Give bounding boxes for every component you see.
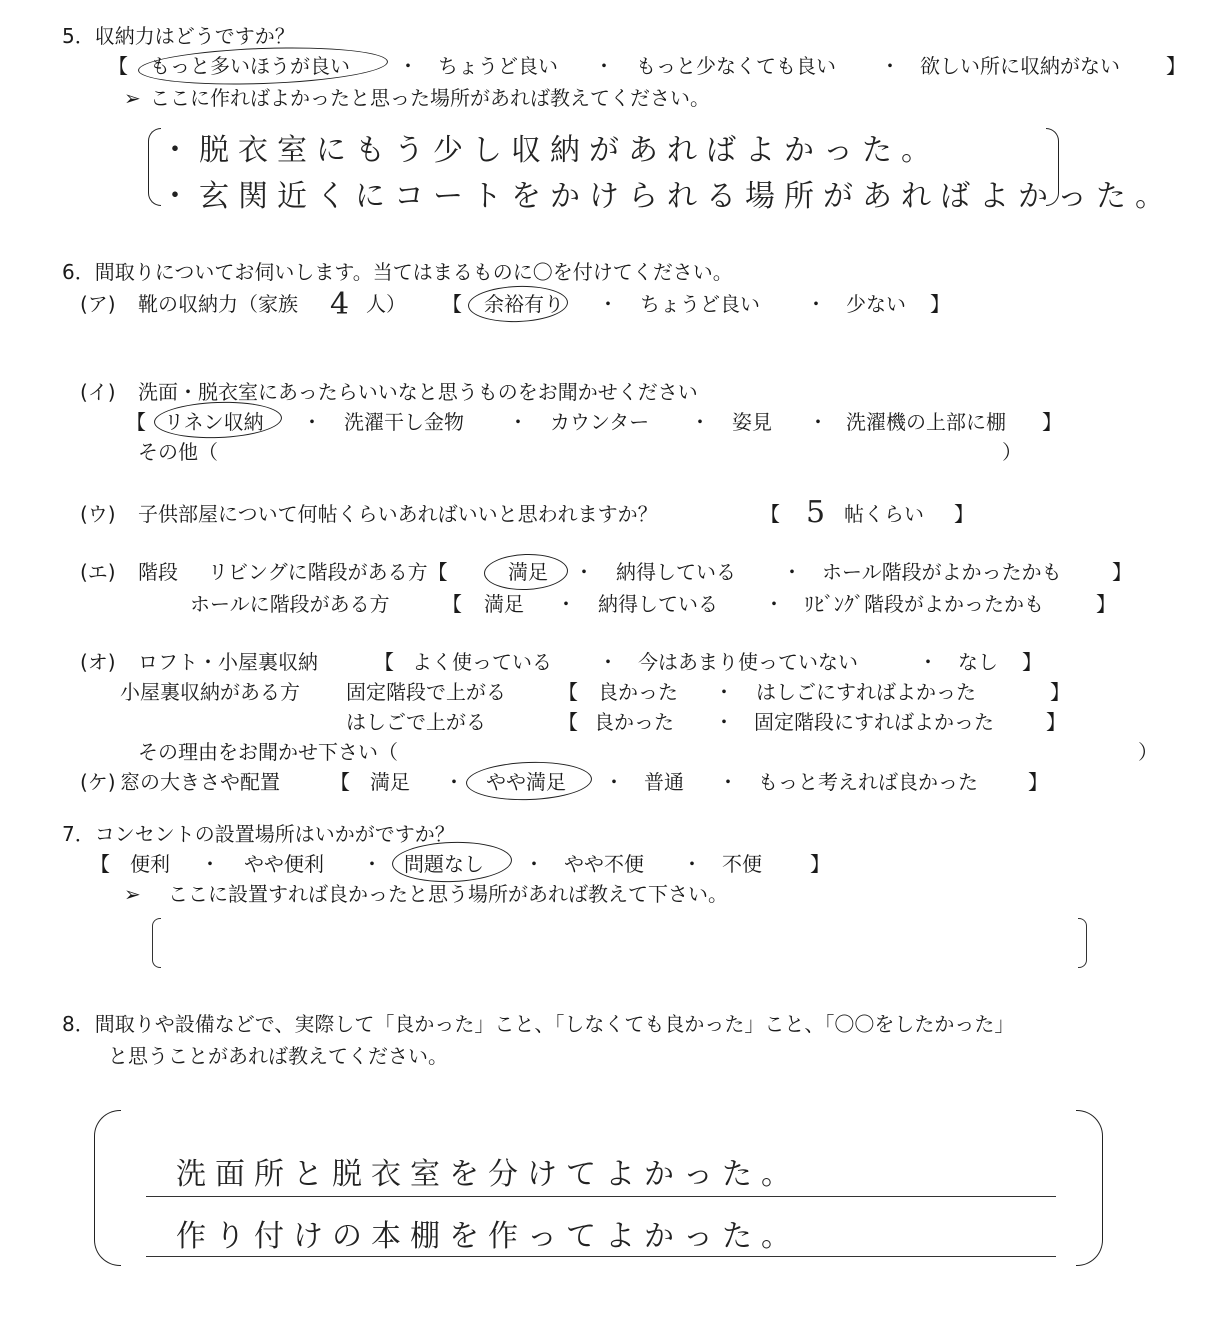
q7-option-convenient[interactable]: 便利 — [130, 852, 170, 876]
q6e-text: 階段 — [138, 560, 178, 584]
q6a-close-bracket: 】 — [930, 292, 950, 316]
q7-option-somewhat-inconvenient[interactable]: やや不便 — [564, 852, 644, 876]
q6o-ladder-option-good[interactable]: 良かった — [594, 710, 674, 734]
q8-answer-bracket-right — [1076, 1110, 1103, 1266]
q6e-selection-circle — [483, 553, 568, 592]
q7-sep-1: ・ — [200, 852, 220, 876]
q5-option-just-right[interactable]: ちょうど良い — [438, 54, 558, 78]
q6i-text: 洗面・脱衣室にあったらいいなと思うものをお聞かせください — [138, 380, 698, 404]
q6o-fixed-open: 【 — [558, 680, 578, 704]
q5-sep-1: ・ — [398, 54, 418, 78]
q6a-sep-1: ・ — [598, 292, 618, 316]
q6ke-sep-2: ・ — [604, 770, 624, 794]
q6e-row1-option-accept[interactable]: 納得している — [616, 560, 736, 584]
q6o-option-none[interactable]: なし — [958, 650, 998, 674]
q5-sep-2: ・ — [594, 54, 614, 78]
q6i-option-mirror[interactable]: 姿見 — [732, 410, 772, 434]
q6e-row1-sep-2: ・ — [782, 560, 802, 584]
q5-close-bracket: 】 — [1166, 54, 1186, 78]
q6e-row1-option-hall[interactable]: ホール階段がよかったかも — [822, 560, 1062, 584]
q6ke-sep-1: ・ — [444, 770, 464, 794]
q6-title: 6．間取りについてお伺いします。当てはまるものに〇を付けてください。 — [62, 260, 733, 284]
q6i-sep-1: ・ — [302, 410, 322, 434]
q5-option-less[interactable]: もっと少なくても良い — [636, 54, 836, 78]
q5-answer-2: ・玄関近くにコートをかけられる場所があればよかった。 — [160, 179, 1174, 214]
q5-title: 5．収納力はどうですか？ — [62, 24, 295, 48]
q6o-ladder: はしごで上がる — [346, 710, 486, 734]
q6a-text: 靴の収納力（家族 — [138, 292, 298, 316]
q6u-text: 子供部屋について何帖くらいあればいいと思われますか？ — [138, 502, 658, 526]
q6ke-open-bracket: 【 — [330, 770, 350, 794]
q6ke-close-bracket: 】 — [1028, 770, 1048, 794]
q6a-selection-circle — [467, 284, 568, 323]
q6u-close-bracket: 】 — [954, 502, 974, 526]
q6ke-option-somewhat[interactable]: やや満足 — [486, 770, 566, 794]
q6o-ladder-open: 【 — [558, 710, 578, 734]
q6i-open-bracket: 【 — [126, 410, 146, 434]
q6a-sep-2: ・ — [806, 292, 826, 316]
q6ke-selection-circle — [465, 760, 592, 802]
q6o-reason: その理由をお聞かせ下さい（ — [138, 740, 398, 764]
q6i-option-counter[interactable]: カウンター — [550, 410, 650, 434]
q7-prompt-marker: ➢ — [124, 882, 141, 906]
q6i-option-drying[interactable]: 洗濯干し金物 — [344, 410, 464, 434]
q8-answer-line-2 — [146, 1256, 1056, 1257]
q6e-row2-close: 】 — [1096, 592, 1116, 616]
q6o-fixed-option-good[interactable]: 良かった — [598, 680, 678, 704]
q6a-family-count: 4 — [330, 287, 359, 322]
q6o-fixed-sep: ・ — [714, 680, 734, 704]
q5-sep-3: ・ — [880, 54, 900, 78]
q6e-row2-option-satisfied[interactable]: 満足 — [484, 592, 524, 616]
q6o-reason-close: ） — [1138, 740, 1158, 764]
q8-title-2: と思うことがあれば教えてください。 — [108, 1044, 448, 1068]
q6a-label: (ア) — [80, 292, 116, 316]
q7-answer-bracket-right — [1078, 918, 1087, 968]
q7-option-somewhat-convenient[interactable]: やや便利 — [244, 852, 324, 876]
q6ke-label: (ケ) — [80, 770, 116, 794]
q6i-close-bracket: 】 — [1042, 410, 1062, 434]
q8-title: 8．間取りや設備などで、実際して「良かった」こと、「しなくても良かった」こと、「〇〇をしたかった」 — [62, 1012, 1015, 1036]
q6o-open-bracket: 【 — [374, 650, 394, 674]
q5-selection-circle — [137, 44, 388, 89]
q6o-text: ロフト・小屋裏収納 — [138, 650, 318, 674]
q6o-close-bracket: 】 — [1022, 650, 1042, 674]
q5-prompt-marker: ➢ — [124, 86, 141, 110]
q6ke-option-better[interactable]: もっと考えれば良かった — [758, 770, 978, 794]
q6o-option-often[interactable]: よく使っている — [412, 650, 552, 674]
q7-option-no-problem[interactable]: 問題なし — [404, 852, 484, 876]
q6e-row1-head: リビングに階段がある方【 — [208, 560, 448, 584]
q5-open-bracket: 【 — [108, 54, 128, 78]
q6o-ladder-option-fixed[interactable]: 固定階段にすればよかった — [754, 710, 994, 734]
q6e-row2-head: ホールに階段がある方 — [190, 592, 390, 616]
q6e-row2-open: 【 — [442, 592, 462, 616]
q6i-label: (イ) — [80, 380, 116, 404]
q6i-sep-2: ・ — [508, 410, 528, 434]
q5-prompt: ここに作ればよかったと思った場所があれば教えてください。 — [150, 86, 710, 110]
q7-option-inconvenient[interactable]: 不便 — [722, 852, 762, 876]
q6i-sep-4: ・ — [808, 410, 828, 434]
q6a-open-bracket: 【 — [442, 292, 462, 316]
q6e-row2-sep-1: ・ — [556, 592, 576, 616]
q6o-ladder-close: 】 — [1046, 710, 1066, 734]
q6o-label: (オ) — [80, 650, 116, 674]
q6u-answer: 5 — [806, 495, 835, 530]
q5-option-wanted[interactable]: 欲しい所に収納がない — [920, 54, 1120, 78]
q6o-fixed-close: 】 — [1050, 680, 1070, 704]
q5-option-more[interactable]: もっと多いほうが良い — [150, 54, 350, 78]
q7-sep-2: ・ — [362, 852, 382, 876]
q6ke-option-satisfied[interactable]: 満足 — [370, 770, 410, 794]
q8-answer-1: 洗面所と脱衣室を分けてよかった。 — [176, 1157, 800, 1192]
q6o-sep-2: ・ — [918, 650, 938, 674]
q6e-row2-option-living[interactable]: ﾘﾋﾞﾝｸﾞ階段がよかったかも — [804, 592, 1044, 616]
q6u-unit: 帖くらい — [844, 502, 924, 526]
q6e-row2-option-accept[interactable]: 納得している — [598, 592, 718, 616]
q6i-sep-3: ・ — [690, 410, 710, 434]
q6a-option-plenty[interactable]: 余裕有り — [484, 292, 564, 316]
q7-open-bracket: 【 — [90, 852, 110, 876]
q6e-row2-sep-2: ・ — [764, 592, 784, 616]
q6u-open-bracket: 【 — [760, 502, 780, 526]
q7-close-bracket: 】 — [810, 852, 830, 876]
q6i-selection-circle — [153, 400, 282, 440]
q6o-sub-head: 小屋裏収納がある方 — [120, 680, 300, 704]
q6ke-option-normal[interactable]: 普通 — [644, 770, 684, 794]
q6o-option-rarely[interactable]: 今はあまり使っていない — [638, 650, 858, 674]
q6o-ladder-sep: ・ — [714, 710, 734, 734]
q7-sep-4: ・ — [682, 852, 702, 876]
q6e-row1-close: 】 — [1112, 560, 1132, 584]
q8-answer-line-1 — [146, 1196, 1056, 1197]
q7-answer-bracket-left — [152, 918, 161, 968]
q6ke-sep-3: ・ — [718, 770, 738, 794]
q6e-row1-option-satisfied[interactable]: 満足 — [508, 560, 548, 584]
q8-answer-2: 作り付けの本棚を作ってよかった。 — [176, 1219, 800, 1254]
q5-answer-1: ・脱衣室にもう少し収納があればよかった。 — [160, 133, 940, 168]
q6o-sep-1: ・ — [598, 650, 618, 674]
q7-sep-3: ・ — [524, 852, 544, 876]
q6a-option-few[interactable]: 少ない — [846, 292, 906, 316]
q6i-other: その他（ — [138, 440, 218, 464]
q6e-label: (エ) — [80, 560, 116, 584]
q6ke-text: 窓の大きさや配置 — [120, 770, 280, 794]
q6i-option-linen[interactable]: リネン収納 — [164, 410, 264, 434]
q6i-other-close: ） — [1002, 440, 1022, 464]
q6i-option-shelf[interactable]: 洗濯機の上部に棚 — [846, 410, 1006, 434]
q6a-text-after: 人） — [366, 292, 406, 316]
q8-answer-bracket-left — [94, 1110, 121, 1266]
q7-prompt: ここに設置すれば良かったと思う場所があれば教えて下さい。 — [168, 882, 728, 906]
q6o-fixed-option-ladder[interactable]: はしごにすればよかった — [756, 680, 976, 704]
q6e-row1-sep-1: ・ — [574, 560, 594, 584]
q7-selection-circle — [391, 840, 512, 884]
q6u-label: (ウ) — [80, 502, 116, 526]
q6o-fixed-stairs: 固定階段で上がる — [346, 680, 506, 704]
q7-title: 7．コンセントの設置場所はいかがですか？ — [62, 822, 455, 846]
q6a-option-just-right[interactable]: ちょうど良い — [640, 292, 760, 316]
